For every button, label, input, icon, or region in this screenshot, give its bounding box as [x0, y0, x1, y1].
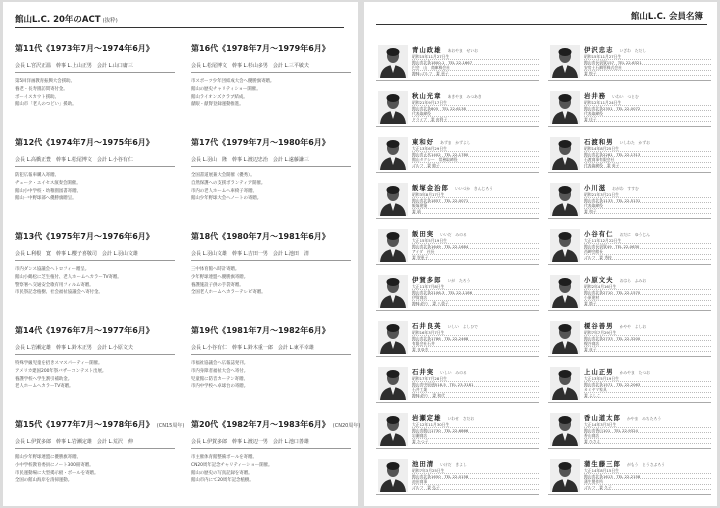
member-detail: 館山市北条1786 TEL 22-2468 [412, 336, 539, 342]
activity-item: 市スポーツ少年団結成大会へ優勝旗寄贈。 [191, 79, 275, 84]
activity-item: ヂューク・エイセス演奏会開催。 [15, 180, 81, 186]
member-detail: 蒲生製作所 [584, 479, 711, 485]
member-name: 石渡和男 いしわた かずお [584, 138, 650, 146]
era-section [191, 420, 361, 504]
member-detail: 妻 よしこ [584, 393, 711, 399]
activity-item: 館山小鶴松に芝生植付、老人ホームへカラーTV寄贈。 [15, 274, 122, 280]
member-detail: 安房土石鋼管株式会社 [584, 65, 711, 71]
member-detail: ゴルフ 妻 弘子 [412, 485, 539, 491]
activity-item: 市民祭記念植樹、社会福祉協議会へ寄付金。 [15, 290, 103, 296]
member-detail: 館山タクシー 常務取締役 [412, 157, 539, 163]
member-detail: 石井工業 [412, 387, 539, 393]
member-detail: 妻 和子 [584, 209, 711, 215]
era-officers: 会長 L.羽山 隆 幹事 L.渡辺忠治 会計 L.遠藤謙三 [191, 156, 351, 167]
era-title: 第20代《1982年7月〜1983年6月》 (CN20周年) [191, 420, 361, 429]
activity-item: 館山一中野球部へ優勝旗贈呈。 [15, 196, 77, 202]
member-photo [550, 137, 580, 170]
era-title: 第16代《1978年7月〜1979年6月》 [191, 44, 330, 53]
member-detail: 昭和3年8月17日生 [412, 192, 539, 198]
member-card [548, 88, 711, 127]
activity-item: 館山の歴史の写真記録を寄贈。 [191, 470, 253, 476]
activity-item: 養老・長寿園訪問寄付金。 [15, 86, 68, 92]
member-card [548, 42, 711, 81]
era-section [191, 44, 351, 128]
member-detail: 飯塚建築 [412, 203, 539, 209]
activity-item: 市内ダンス協議会へトロフィー贈呈。 [15, 267, 90, 272]
activity-item: アメリカ建国200年祭バザーコンテスト出展。 [15, 368, 107, 374]
member-photo [550, 229, 580, 262]
member-card [376, 364, 539, 403]
page-title: 館山L.C. 20年のACT (抜粋) [15, 15, 118, 25]
member-detail: 昭和12年11月24日生 [584, 100, 711, 106]
member-detail: 伊賀商店 [412, 295, 539, 301]
member-card [376, 456, 539, 495]
activity-item: 小中学校教育委員にノート300冊寄贈。 [15, 462, 94, 468]
member-card [376, 410, 539, 449]
member-card [548, 318, 711, 357]
member-card [376, 272, 539, 311]
member-photo [378, 367, 408, 400]
era-section [15, 326, 175, 410]
member-detail: 西岬会館長 [584, 249, 711, 255]
activity-item: 全国老人ホームへカラーテレビ寄贈。 [191, 290, 266, 296]
member-detail: 館山市北条2710 TEL 22-1570 [584, 290, 711, 296]
member-detail: 大正14年8月15日生 [584, 468, 711, 474]
member-name: 石井良英 いしい よしひで [412, 322, 478, 330]
member-photo [378, 229, 408, 262]
member-detail: 昭和7年3月25日生 [412, 468, 539, 474]
member-card [376, 42, 539, 81]
member-photo [550, 183, 580, 216]
member-card [548, 410, 711, 449]
era-officers: 会長 L.小谷有仁 幹事 L.鈴木重一郎 会計 L.東平幸雄 [191, 344, 351, 355]
member-name: 榎谷善男 かやや よしお [584, 322, 647, 330]
member-photo [378, 45, 408, 78]
member-detail: 妻 節子 [584, 301, 711, 307]
member-detail: 館山市長須賀157 TEL 22-6321 [584, 60, 711, 66]
era-title: 第12代《1974年7月〜1975年6月》 [15, 138, 154, 147]
member-detail: 館山市香山101 TEL 22-9324 [584, 428, 711, 434]
member-detail: ゴルフ 妻 久子 [584, 485, 711, 491]
title-rule [15, 27, 344, 28]
member-detail: 大正12年11月30日生 [412, 422, 539, 428]
member-detail: 館山市北条1571 TEL 22-2063 [584, 382, 711, 388]
era-title: 第17代《1979年7月〜1980年6月》 [191, 138, 330, 147]
era-officers: 会長 L.利根 寛 幹事 L.櫻子喜敬司 会計 L.羽山文雄 [15, 250, 175, 261]
era-officers: 会長 L.高橋正豊 幹事 L.松尾博文 会計 L.小谷有仁 [15, 156, 175, 167]
era-title: 第11代《1973年7月〜1974年6月》 [15, 44, 154, 53]
member-detail: 館山市北条1133 TEL 22-5131 [584, 198, 711, 204]
activity-item: ボーイスカウト援助。 [15, 94, 59, 100]
era-title: 第18代《1980年7月〜1981年6月》 [191, 232, 330, 241]
member-detail: 館山市北条2106-3 TEL 22-1186 [412, 290, 539, 296]
activity-item: 養護学校へ学生割引補助金。 [15, 376, 73, 382]
member-name: 小谷有仁 おだに ゆうじん [584, 230, 650, 238]
era-section [191, 326, 351, 410]
member-photo [550, 91, 580, 124]
member-name: 香山道太郎 かやま みちたろう [584, 414, 662, 422]
member-detail: 館山市館山1730 TEL 22-6866 [412, 428, 539, 434]
activity-item: 老人ホームへカラーTV寄贈。 [15, 384, 74, 390]
activity-item: 市内の老人ホームへ車椅子寄贈。 [191, 188, 257, 194]
member-detail: 代表取締役 妻 英子 [584, 163, 711, 169]
member-detail: 大正11年12月22日生 [584, 238, 711, 244]
member-detail: 昭和15年11月27日生 [412, 54, 539, 60]
member-detail: 趣味:釣り 妻 和代 [412, 393, 539, 399]
era-section [15, 232, 175, 316]
member-detail: ドライブ 妻 由利子 [412, 117, 539, 123]
member-photo [378, 275, 408, 308]
activity-item: 館山市「老人のつどい」援助。 [15, 102, 77, 108]
member-detail: 大正11年7月8日生 [412, 284, 539, 290]
member-detail: カミヤマ家具 [584, 387, 711, 393]
member-detail: 館山市北条2351 TEL 22-0072 [584, 106, 711, 112]
activity-item: 三中体育館へ時計寄贈。 [191, 267, 240, 272]
member-detail: 館山市北条1650 TEL 22-0158 [412, 474, 539, 480]
member-detail: 妻 貞子 [584, 347, 711, 353]
member-name: 岩井務 いわい つとむ [584, 92, 639, 100]
member-detail: 館山市中原通518-5 TEL 23-3181 [412, 382, 539, 388]
member-card [548, 226, 711, 265]
member-detail: 妻 ひさえ [584, 439, 711, 445]
member-detail: 昭和21年3月21日生 [584, 192, 711, 198]
era-officers: 会長 L.宮沢正温 幹事 L.上山正男 会計 L.山口庸三 [15, 62, 175, 73]
member-detail: 趣味:釣り 妻 八重子 [412, 301, 539, 307]
member-detail: 妻 まゆき [412, 347, 539, 353]
member-card [376, 226, 539, 265]
era-officers: 会長 L.松尾博文 幹事 L.杉山多男 会計 L.三平敏夫 [191, 62, 351, 73]
activity-item: 特殊学級児童を招きスマスパーティー開催。 [15, 361, 103, 366]
era-section [15, 420, 185, 504]
activity-item: 市内身障者福祉大会へ寄付。 [191, 368, 249, 374]
member-detail: 榎谷商店 [584, 341, 711, 347]
member-detail: 館山市北条2281 TEL 22-1313 [584, 152, 711, 158]
member-detail: ゴルフ 妻 敏子 [412, 163, 539, 169]
roster-title: 館山L.C. 会員名簿 [630, 12, 703, 22]
activity-item: 館山の歴史チャリティショー開催。 [191, 86, 261, 92]
activity-item: 全国の館山海岸を清掃運動。 [15, 478, 73, 484]
activity-item: 市福祉協議会へ広報誌発刊。 [191, 361, 249, 366]
member-detail: 巴会 山 商庫株会社 [412, 65, 539, 71]
member-name: 東和好 あずま かずよし [412, 138, 471, 146]
activity-item: 児童館に防音カーテン寄贈。 [191, 376, 248, 382]
member-name: 伊沢忠志 いざわ ただし [584, 46, 647, 54]
member-name: 伊賀多郎 いが たろう [412, 276, 471, 284]
member-card [376, 88, 539, 127]
era-officers: 会長 L.伊賀多郎 幹事 L.渡辺一男 会計 L.池口善雄 [191, 438, 351, 449]
activity-item: 自然保護への支援ボランティア開催。 [191, 180, 266, 186]
right-page [364, 2, 717, 506]
activity-item: 館山ライオンズクラブ結成。 [191, 94, 248, 100]
member-detail: 館山市北条1613 TEL 22-2158 [584, 474, 711, 480]
activity-item: 少年野球連盟へ優勝旗寄贈。 [191, 274, 249, 280]
member-detail: 妻 智恵子 [412, 255, 539, 261]
member-name: 小原文夫 おはら ふみお [584, 276, 647, 284]
member-card [376, 180, 539, 219]
activity-item: CN20周年記念チャリティーショー開催。 [191, 462, 273, 468]
member-detail: 館山市長須賀49 TEL 22-0630 [584, 244, 711, 250]
left-page [3, 2, 361, 506]
era-section [191, 138, 351, 222]
member-detail: 大正14年3月3日生 [584, 422, 711, 428]
member-detail: 小原建材 [584, 295, 711, 301]
activity-item: 市民運動場に大型掲示板・ボールを寄贈。 [15, 470, 99, 476]
activity-item: 献眼・献腎登録運動推進。 [191, 102, 244, 108]
member-detail: 妻 靖 [412, 209, 539, 215]
member-detail: 昭和21年9月17日生 [412, 100, 539, 106]
member-photo [378, 137, 408, 170]
member-name: 飯田実 いいだ みのる [412, 230, 467, 238]
member-detail: 香山商店 [584, 433, 711, 439]
member-name: 小川滋 おがわ すすむ [584, 184, 639, 192]
member-card [548, 364, 711, 403]
member-detail: 代表取締役 [584, 111, 711, 117]
member-detail: 大正13年5月19日生 [584, 376, 711, 382]
member-detail: 大正13年6月29日生 [412, 146, 539, 152]
activity-item: 養護施設子供の手袋寄贈。 [191, 282, 244, 288]
member-detail: 昭和14年8月25日生 [584, 146, 711, 152]
member-photo [550, 459, 580, 492]
era-title: 第19代《1981年7月〜1982年6月》 [191, 326, 330, 335]
era-title: 第14代《1976年7月〜1977年6月》 [15, 326, 154, 335]
member-detail: ゴルフ 妻 秀枝 [584, 255, 711, 261]
era-section [191, 232, 351, 316]
activity-item: 全国書道展兼大会開催（優秀）。 [191, 173, 255, 178]
member-detail: 館山市北条2733 TEL 22-3200 [584, 336, 711, 342]
member-name: 蒲生藤三郎 がもう とうさぶろう [584, 460, 665, 468]
member-card [548, 456, 711, 495]
member-detail: 昭和7年7月29日生 [584, 330, 711, 336]
member-detail: 石渡商事有限会社 [584, 157, 711, 163]
activity-item: 館山市内にて20周年記念植樹。 [191, 478, 254, 484]
era-title: 第13代《1975年7月〜1976年6月》 [15, 232, 154, 241]
member-card [376, 134, 539, 173]
member-photo [378, 91, 408, 124]
member-name: 石井実 いしい みのる [412, 368, 467, 376]
member-name: 池田清 いけだ きよし [412, 460, 467, 468]
member-name: 飯塚金治郎 いいづか きんじろう [412, 184, 493, 192]
member-name: 上山正男 かみやま たつお [584, 368, 650, 376]
member-detail: 妻 佳子 [584, 117, 711, 123]
member-photo [378, 413, 408, 446]
member-card [376, 318, 539, 357]
activity-item: 館山少年野球大会へノートの寄贈。 [191, 196, 262, 202]
member-photo [550, 321, 580, 354]
member-name: 青山政雄 あおやま せいお [412, 46, 478, 54]
member-detail: 妻 悦子 [584, 71, 711, 77]
member-detail: 池田商事 [412, 479, 539, 485]
activity-item: 警察署へ交通安全歌有用フィルム寄贈。 [15, 282, 94, 288]
member-photo [550, 413, 580, 446]
activity-item: 第5回洋画教育振興大会援助。 [15, 79, 75, 84]
member-detail: 館山市北条1800-1 TEL 22-1667 [412, 60, 539, 66]
member-photo [378, 321, 408, 354]
member-detail: 岩瀬商店 [412, 433, 539, 439]
era-title: 第15代《1977年7月〜1978年6月》 (CN15周年) [15, 420, 185, 429]
member-photo [378, 459, 408, 492]
member-detail: アイダ 社長 [412, 249, 539, 255]
member-detail: 昭和15年11月27日生 [584, 54, 711, 60]
era-officers: 会長 L.伊賀多郎 幹事 L.岩瀬定雄 会計 L.荒沢 伸 [15, 438, 175, 449]
member-card [548, 134, 711, 173]
member-detail: 館山市北条805 TEL 22-6138 [412, 106, 539, 112]
era-section [15, 138, 175, 222]
member-detail: 大正15年5月19日生 [412, 238, 539, 244]
member-photo [550, 367, 580, 400]
member-detail: 昭和2年4月16日生 [584, 284, 711, 290]
member-detail: 代表取締役 [584, 203, 711, 209]
activity-item: 市主催体育館整備ボールを寄贈。 [191, 455, 257, 460]
member-detail: 有限会社石井 [412, 341, 539, 347]
era-section [15, 44, 175, 128]
member-name: 秋山光章 あきやま みつあき [412, 92, 482, 100]
activity-item: 防犯広報車購入寄贈。 [15, 173, 59, 178]
member-detail: 代表取締役 [412, 111, 539, 117]
member-photo [550, 45, 580, 78]
era-officers: 会長 L.岩瀬定雄 幹事 L.鈴木正男 会計 L.小原文夫 [15, 344, 175, 355]
activity-item: 館山少年野球連盟に優勝旗寄贈。 [15, 455, 81, 460]
title-rule [376, 24, 707, 25]
member-detail: 館山市北条1649 TEL 22-1684 [412, 244, 539, 250]
activity-item: 館山小中学校・幼稚園図書寄贈。 [15, 188, 81, 194]
member-card [548, 272, 711, 311]
member-card [548, 180, 711, 219]
era-officers: 会長 L.羽山文雄 幹事 L.吉田一男 会計 L.池田 清 [191, 250, 351, 261]
member-detail: 昭和16年3月7日生 [412, 330, 539, 336]
member-photo [378, 183, 408, 216]
activity-item: 市内中学校へ卓球台の寄贈。 [191, 384, 249, 390]
member-photo [550, 275, 580, 308]
member-detail: 趣味:ゴルフ 妻 恵子 [412, 71, 539, 77]
member-detail: 館山市北条1857 TEL 22-0071 [412, 198, 539, 204]
member-detail: 昭和17年7月28日生 [412, 376, 539, 382]
member-detail: 館山市正木1402 TEL 22-1780 [412, 152, 539, 158]
member-detail: 妻 たつ子 [412, 439, 539, 445]
member-name: 岩瀬定雄 いわせ さだお [412, 414, 475, 422]
